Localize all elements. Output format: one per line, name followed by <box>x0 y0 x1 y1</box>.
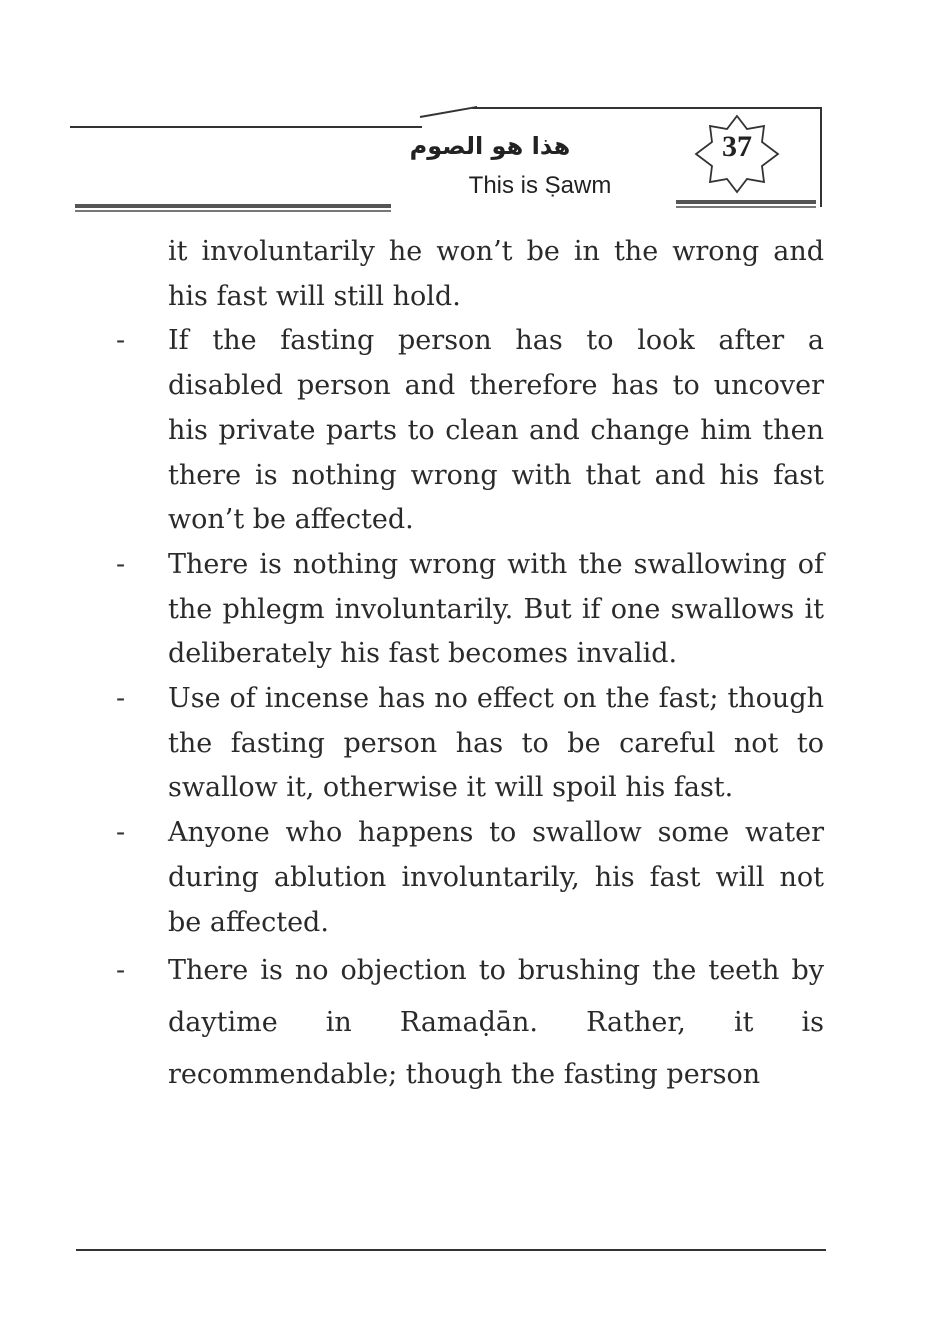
bullet-dash: - <box>116 955 126 987</box>
header-bar-right <box>676 200 816 204</box>
footer-rule <box>76 1249 826 1251</box>
paragraph-text: it involuntarily he won’t be in the wrong and his fast will still hold. <box>168 236 824 312</box>
list-item-text: Use of incense has no effect on the fast; though the fasting person has to be careful not to swallow it, otherwise it will spoil his fast. <box>168 683 824 804</box>
header-rule-left <box>70 126 422 128</box>
page-number: 37 <box>722 130 752 163</box>
bullet-dash: - <box>116 817 126 849</box>
english-title: This is Ṣawm <box>468 172 612 199</box>
list-item <box>116 945 824 1101</box>
list-item-text: If the fasting person has to look after a disabled person and therefore has to uncover his private parts to clean and change him then there is nothing wrong with that and his fast won’t be affected. <box>168 325 824 536</box>
bullet-dash: - <box>116 548 126 580</box>
list-item <box>116 543 824 677</box>
header-rule-vertical <box>820 107 822 207</box>
header-bar-left-thin <box>75 210 391 212</box>
list-item-text: Anyone who happens to swallow some water during ablution involuntarily, his fast will not be affected. <box>168 817 824 938</box>
list-item <box>116 677 824 811</box>
list-item-text: There is no objection to brushing the teeth by daytime in Ramaḍān. Rather, it is recommendable; though the fasting person <box>168 955 824 1091</box>
header-bar-right-thin <box>676 206 816 208</box>
arabic-title: هذا هو الصوم <box>409 132 571 160</box>
header-rule-diagonal <box>420 106 477 118</box>
list-item <box>116 319 824 543</box>
bullet-dash: - <box>116 325 126 357</box>
list-item <box>116 811 824 945</box>
page-body <box>116 230 824 1101</box>
header-rule-right <box>472 107 822 109</box>
list-item-text: There is nothing wrong with the swallowing of the phlegm involuntarily. But if one swallows it deliberately his fast becomes invalid. <box>168 548 824 670</box>
paragraph <box>168 230 824 319</box>
header-bar-left <box>75 204 391 208</box>
bullet-dash: - <box>116 683 126 715</box>
